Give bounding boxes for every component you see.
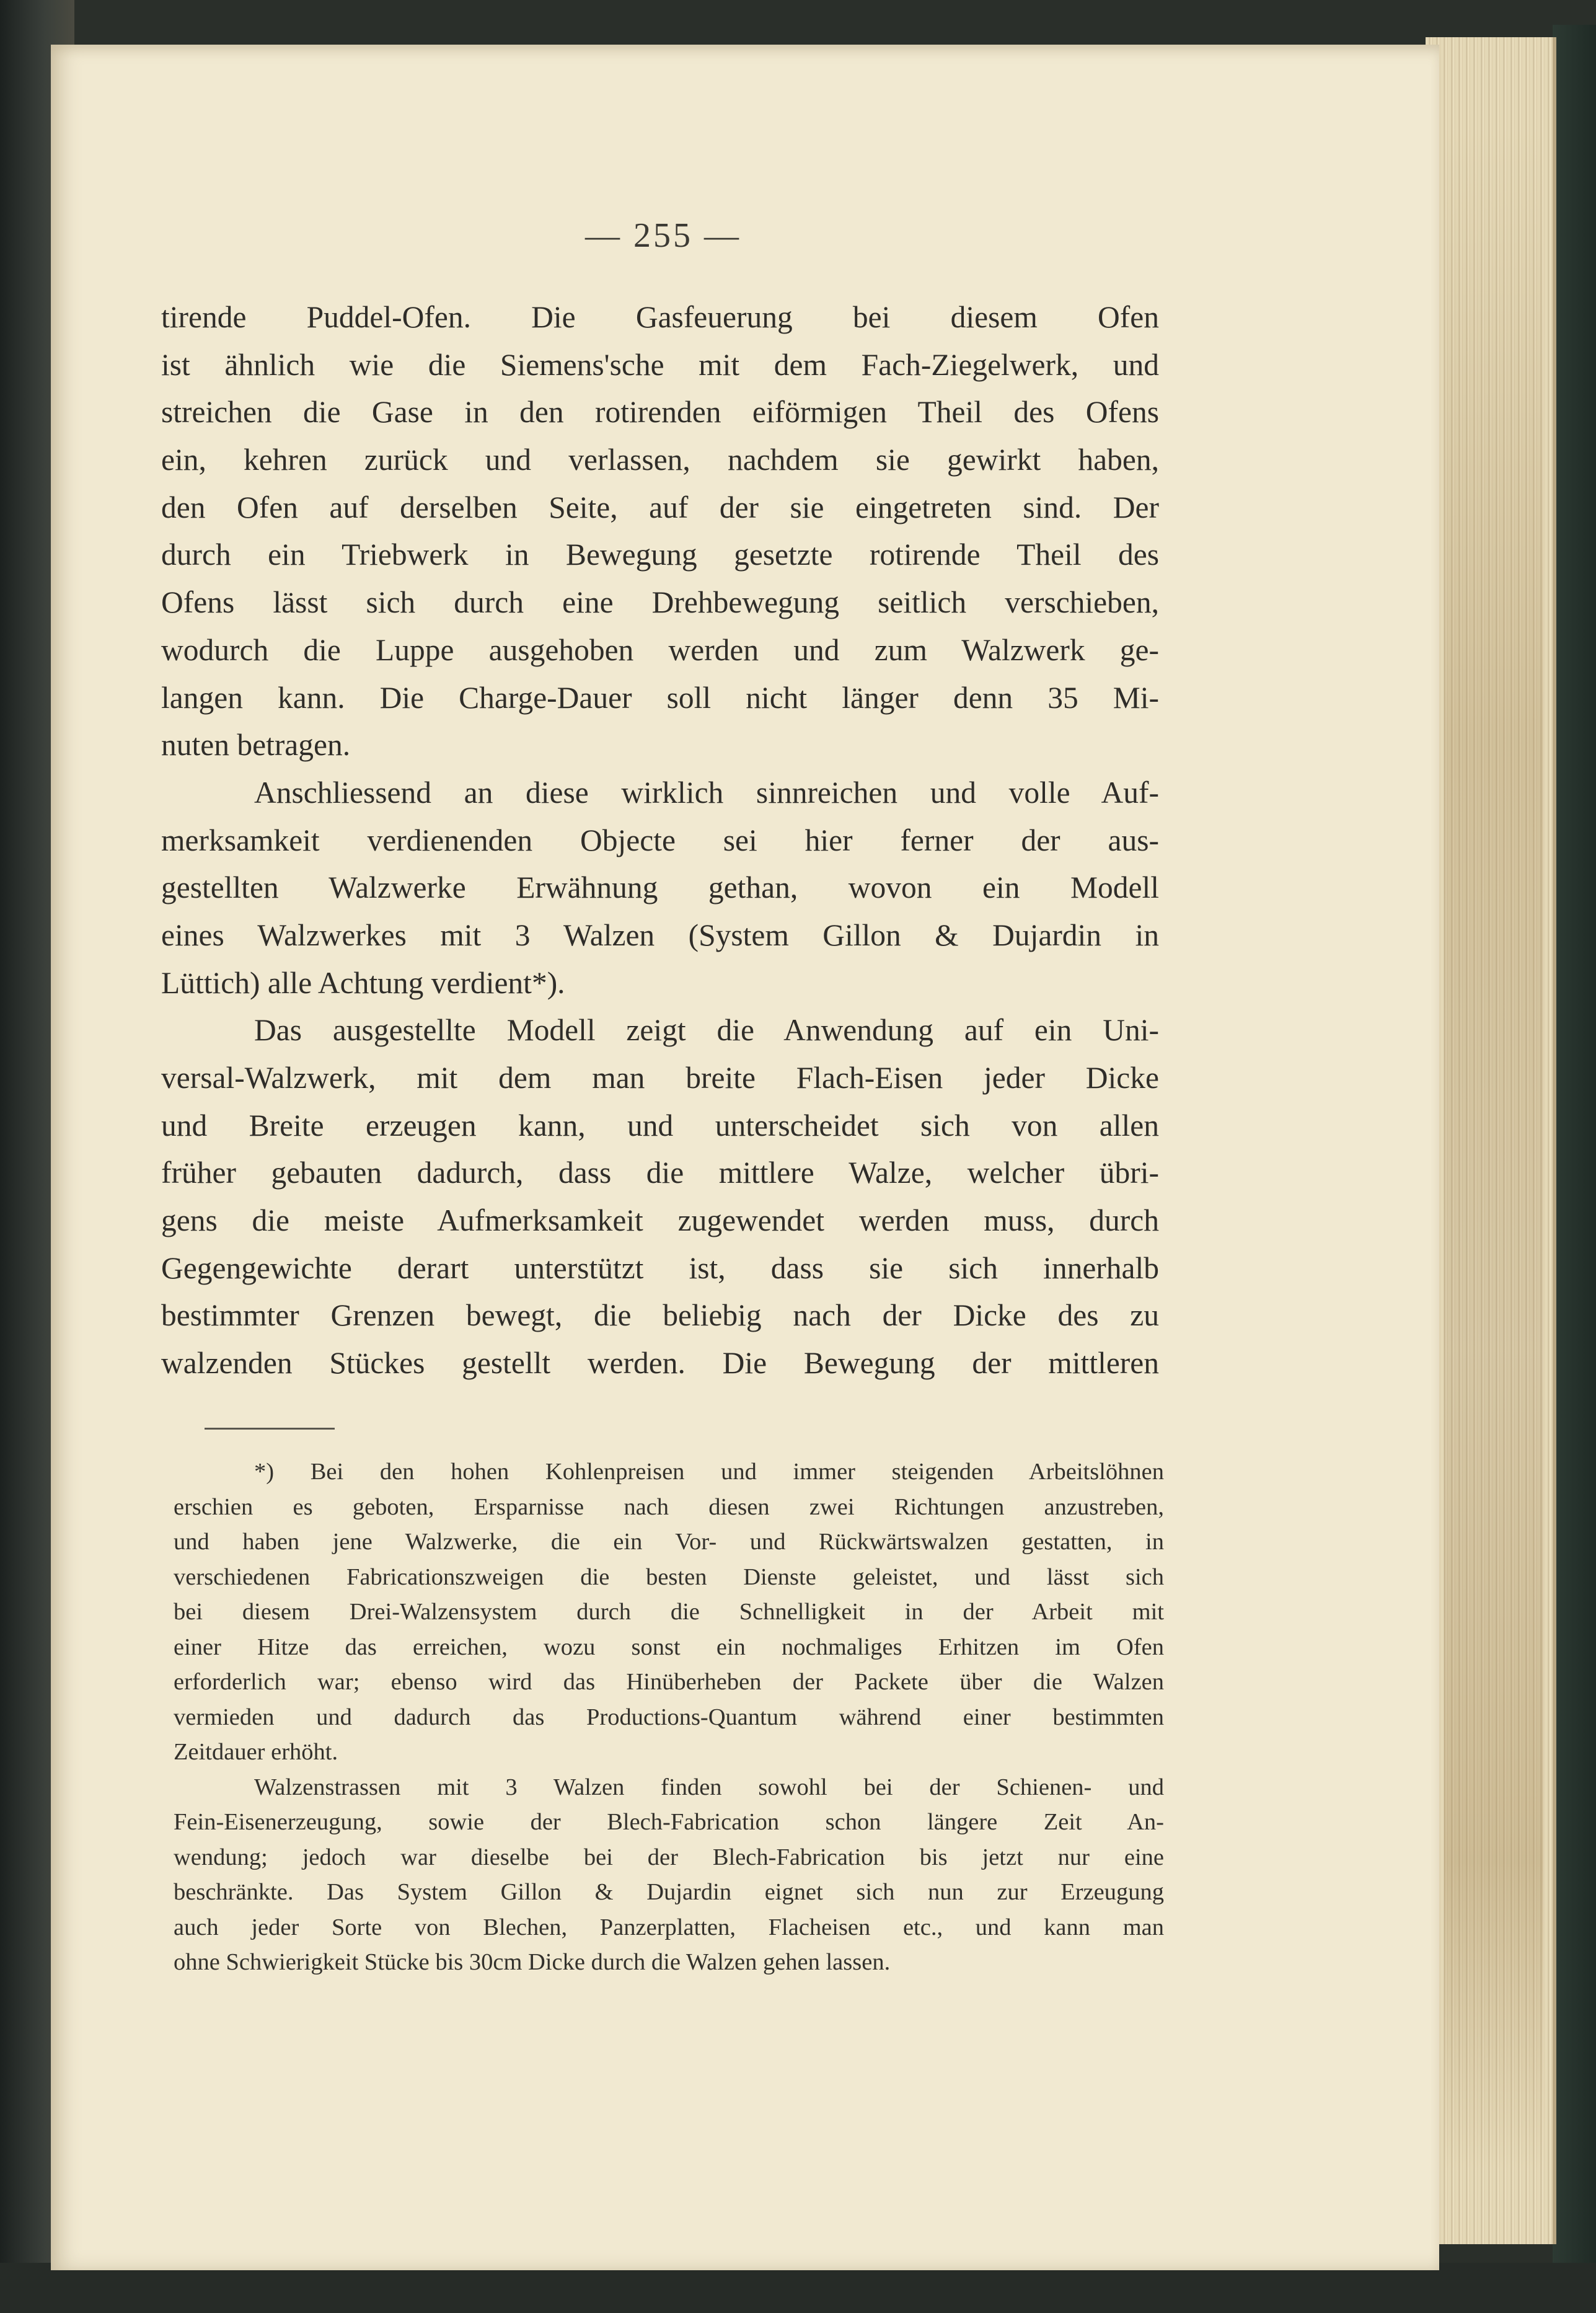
book-cover-bottom — [0, 2263, 1596, 2313]
text-line: bestimmter Grenzen bewegt, die beliebig nach der Dicke des zu — [161, 1298, 1159, 1333]
body-text — [161, 294, 1159, 1387]
footnote-line: beschränkte. Das System Gillon & Dujardin eignet sich nun zur Erzeugung — [174, 1879, 1164, 1905]
footnote — [174, 1454, 1164, 1980]
page-number: — 255 — — [585, 216, 741, 255]
footnote-line: erschien es geboten, Ersparnisse nach diesen zwei Richtungen anzustreben, — [174, 1493, 1164, 1520]
text-line: und Breite erzeugen kann, und unterscheidet sich von allen — [161, 1108, 1159, 1143]
text-line: langen kann. Die Charge-Dauer soll nicht länger denn 35 Mi- — [161, 680, 1159, 715]
footnote-line: *) Bei den hohen Kohlenpreisen und immer steigenden Arbeitslöhnen — [254, 1459, 1164, 1485]
footnote-line: vermieden und dadurch das Productions-Quantum während einer bestimmten — [174, 1704, 1164, 1730]
footnote-line: bei diesem Drei-Walzensystem durch die Schnelligkeit in der Arbeit mit — [174, 1599, 1164, 1625]
footnote-line: und haben jene Walzwerke, die ein Vor- und Rückwärtswalzen gestatten, in — [174, 1529, 1164, 1555]
text-line: den Ofen auf derselben Seite, auf der sie eingetreten sind. Der — [161, 490, 1159, 524]
footnote-line: verschiedenen Fabricationszweigen die besten Dienste geleistet, und lässt sich — [174, 1563, 1164, 1590]
footnote-line: wendung; jedoch war dieselbe bei der Blech-Fabrication bis jetzt nur eine — [174, 1844, 1164, 1870]
text-line: Ofens lässt sich durch eine Drehbewegung seitlich verschieben, — [161, 585, 1159, 620]
footnote-line: Zeitdauer erhöht. — [174, 1739, 338, 1765]
text-line: ein, kehren zurück und verlassen, nachdem sie gewirkt haben, — [161, 443, 1159, 477]
text-line: Anschliessend an diese wirklich sinnreichen und volle Auf- — [254, 775, 1159, 810]
text-line: durch ein Triebwerk in Bewegung gesetzte rotirende Theil des — [161, 537, 1159, 572]
text-line: gestellten Walzwerke Erwähnung gethan, wovon ein Modell — [161, 870, 1159, 905]
text-line: wodurch die Luppe ausgehoben werden und zum Walzwerk ge- — [161, 632, 1159, 667]
footnote-divider — [205, 1428, 335, 1430]
text-line: Das ausgestellte Modell zeigt die Anwendung auf ein Uni- — [254, 1013, 1159, 1048]
text-line: ist ähnlich wie die Siemens'sche mit dem Fach-Ziegelwerk, und — [161, 347, 1159, 382]
footnote-line: Fein-Eisenerzeugung, sowie der Blech-Fabrication schon längere Zeit An- — [174, 1809, 1164, 1835]
text-line: Lüttich) alle Achtung verdient*). — [161, 965, 565, 1000]
text-line: gens die meiste Aufmerksamkeit zugewendet werden muss, durch — [161, 1203, 1159, 1238]
footnote-line: ohne Schwierigkeit Stücke bis 30cm Dicke durch die Walzen gehen lassen. — [174, 1949, 891, 1975]
footnote-line: erforderlich war; ebenso wird das Hinüberheben der Packete über die Walzen — [174, 1669, 1164, 1695]
text-line: eines Walzwerkes mit 3 Walzen (System Gillon & Dujardin in — [161, 918, 1159, 952]
book-cover-right — [1553, 25, 1596, 2269]
footnote-line: einer Hitze das erreichen, wozu sonst ein nochmaliges Erhitzen im Ofen — [174, 1634, 1164, 1660]
text-line: versal-Walzwerk, mit dem man breite Flach-Eisen jeder Dicke — [161, 1061, 1159, 1095]
text-line: nuten betragen. — [161, 728, 351, 763]
text-line: tirende Puddel-Ofen. Die Gasfeuerung bei diesem Ofen — [161, 300, 1159, 334]
footnote-line: auch jeder Sorte von Blechen, Panzerplatten, Flacheisen etc., und kann man — [174, 1914, 1164, 1940]
footnote-line: Walzenstrassen mit 3 Walzen finden sowohl bei der Schienen- und — [254, 1774, 1164, 1800]
text-line: walzenden Stückes gestellt werden. Die Bewegung der mittleren — [161, 1346, 1159, 1381]
text-line: Gegengewichte derart unterstützt ist, dass sie sich innerhalb — [161, 1250, 1159, 1285]
text-line: früher gebauten dadurch, dass die mittlere Walze, welcher übri- — [161, 1156, 1159, 1190]
text-line: merksamkeit verdienenden Objecte sei hier ferner der aus- — [161, 823, 1159, 857]
page-edge-stain — [1444, 124, 1543, 2170]
text-line: streichen die Gase in den rotirenden eiförmigen Theil des Ofens — [161, 395, 1159, 430]
